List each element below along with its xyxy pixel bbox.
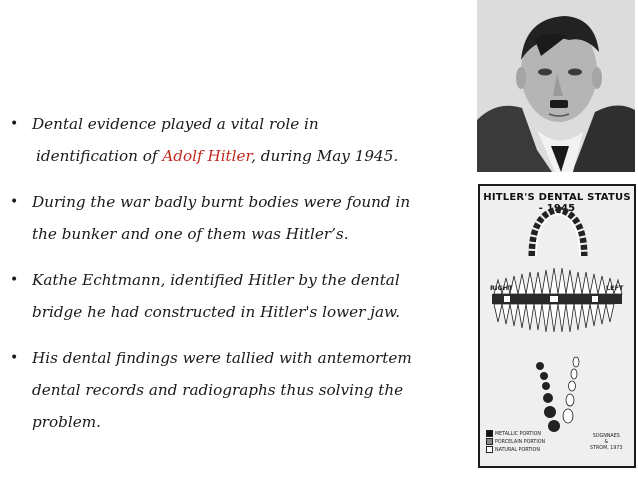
- bullet-line: [32, 264, 462, 296]
- bullet-text: Kathe Echtmann, identified Hitler by the dental: [32, 271, 400, 289]
- dental-legend: [486, 430, 545, 454]
- bullet-text: , during May 1945.: [251, 147, 399, 165]
- bullet-line: [32, 108, 462, 140]
- legend-porcelain: [486, 438, 545, 446]
- legend-label: PORCELAIN PORTION: [495, 440, 546, 445]
- portrait-illustration: [477, 0, 635, 172]
- bullet-line: [32, 374, 462, 406]
- bullet-dot: •: [10, 272, 19, 288]
- bullet-dot: •: [10, 116, 19, 132]
- bullet-text: dental records and radiographs thus solving the: [32, 381, 404, 399]
- dental-status-chart: [478, 184, 636, 468]
- bullet-text: Dental evidence played a vital role in: [32, 115, 319, 133]
- credit-line: SOGNNAES: [592, 434, 620, 439]
- bullet-text: His dental findings were tallied with antemortem: [32, 349, 412, 367]
- bullet-text: identification of: [36, 147, 163, 165]
- legend-metallic: [486, 430, 545, 438]
- bullet-list: [10, 108, 462, 452]
- legend-label: NATURAL PORTION: [495, 448, 540, 453]
- bullet-dot: •: [10, 350, 19, 366]
- portrait-photo: [477, 0, 635, 172]
- bullet-text: problem.: [32, 413, 101, 431]
- bullet-dot: •: [10, 194, 19, 210]
- legend-natural: [486, 446, 545, 454]
- bullet-line: [32, 218, 462, 250]
- bullet-item: [10, 264, 462, 328]
- dental-chart-title: HITLER'S DENTAL STATUS - 1945: [483, 192, 631, 214]
- bullet-text: bridge he had constructed in Hitler's lower jaw.: [32, 303, 401, 321]
- credit-line: STROM, 1973: [590, 446, 623, 451]
- bullet-item: [10, 342, 462, 438]
- legend-swatch: [486, 438, 493, 445]
- bullet-item: [10, 108, 462, 172]
- legend-label: METALLIC PORTION: [495, 432, 542, 437]
- dental-diagram: [480, 186, 634, 466]
- bullet-line: [32, 296, 462, 328]
- credit-line: &: [604, 440, 609, 445]
- left-label: LEFT: [606, 284, 624, 292]
- bullet-line: [32, 406, 462, 438]
- bullet-line: [32, 186, 462, 218]
- bullet-line: [32, 342, 462, 374]
- legend-swatch: [486, 446, 493, 453]
- legend-swatch: [486, 430, 493, 437]
- chart-credit: [590, 434, 622, 452]
- bullet-line: [32, 140, 462, 172]
- bullet-item: [10, 186, 462, 250]
- highlighted-name: Adolf Hitler: [162, 147, 252, 165]
- bullet-text: the bunker and one of them was Hitler’s.: [32, 225, 349, 243]
- right-label: RIGHT: [490, 284, 513, 292]
- bullet-text: During the war badly burnt bodies were found in: [32, 193, 411, 211]
